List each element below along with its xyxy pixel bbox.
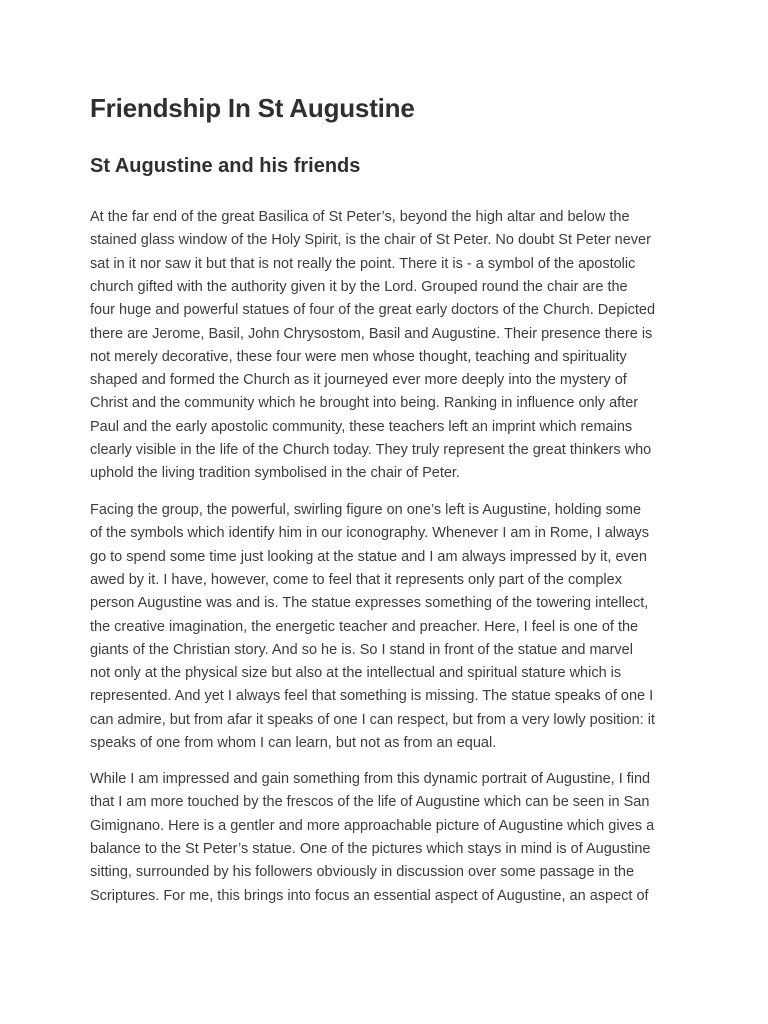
- paragraph-line: While I am impressed and gain something from this dynamic portrait of Augustine, I find: [90, 771, 651, 787]
- paragraph-line: represented. And yet I always feel that something is missing. The statue speaks of one I: [90, 688, 654, 705]
- paragraph-line: uphold the living tradition symbolised in the chair of Peter.: [90, 465, 460, 482]
- paragraph-line: Paul and the early apostolic community, these teachers left an imprint which remains: [90, 418, 633, 435]
- paragraph-line: sitting, surrounded by his followers obviously in discussion over some passage in the: [90, 864, 635, 881]
- paragraph-line: not merely decorative, these four were men whose thought, teaching and spirituality: [90, 348, 627, 365]
- paragraph-line: sat in it nor saw it but that is not really the point. There it is - a symbol of the apostolic: [90, 255, 636, 272]
- paragraph-line: speaks of one from whom I can learn, but not as from an equal.: [90, 735, 497, 751]
- paragraph-line: church gifted with the authority given it by the Lord. Grouped round the chair are the: [90, 278, 628, 295]
- paragraph-line: Gimignano. Here is a gentler and more approachable picture of Augustine which gives a: [90, 817, 655, 834]
- paragraph-line: clearly visible in the life of the Church today. They truly represent the great thinkers who: [90, 442, 652, 458]
- paragraph-line: shaped and formed the Church as it journeyed ever more deeply into the mystery of: [90, 372, 627, 389]
- paragraph-line: can admire, but from afar it speaks of one I can respect, but from a very lowly position: it: [90, 711, 655, 728]
- document-subtitle: St Augustine and his friends: [90, 155, 361, 177]
- paragraph-line: giants of the Christian story. And so he is. So I stand in front of the statue and marvel: [90, 641, 633, 658]
- paragraph-line: that I am more touched by the frescos of the life of Augustine which can be seen in San: [90, 794, 650, 811]
- paragraph-line: Facing the group, the powerful, swirling figure on one’s left is Augustine, holding some: [90, 502, 642, 518]
- paragraph-line: stained glass window of the Holy Spirit, is the chair of St Peter. No doubt St Peter never: [90, 232, 651, 249]
- document-title: Friendship In St Augustine: [90, 93, 415, 123]
- paragraph-line: not only at the physical size but also at the intellectual and spiritual stature which is: [90, 665, 622, 682]
- paragraph-line: four huge and powerful statues of four of the great early doctors of the Church. Depicted: [90, 302, 656, 319]
- paragraph-line: there are Jerome, Basil, John Chrysostom, Basil and Augustine. Their presence there is: [90, 325, 653, 342]
- paragraph-line: Christ and the community which he brought into being. Ranking in influence only after: [90, 395, 639, 412]
- paragraph-line: the creative imagination, the energetic teacher and preacher. Here, I feel is one of the: [90, 618, 639, 635]
- paragraph-line: Scriptures. For me, this brings into focus an essential aspect of Augustine, an aspect of: [90, 887, 649, 904]
- paragraph-line: balance to the St Peter’s statue. One of the pictures which stays in mind is of Augustine: [90, 840, 651, 857]
- paragraph-line: At the far end of the great Basilica of St Peter’s, beyond the high altar and below the: [90, 209, 630, 225]
- paragraph-line: go to spend some time just looking at the statue and I am always impressed by it, even: [90, 548, 647, 565]
- paragraph-line: person Augustine was and is. The statue expresses something of the towering intellect,: [90, 595, 649, 612]
- paragraph-line: of the symbols which identify him in our iconography. Whenever I am in Rome, I always: [90, 525, 650, 542]
- paragraph-line: awed by it. I have, however, come to feel that it represents only part of the complex: [90, 571, 622, 588]
